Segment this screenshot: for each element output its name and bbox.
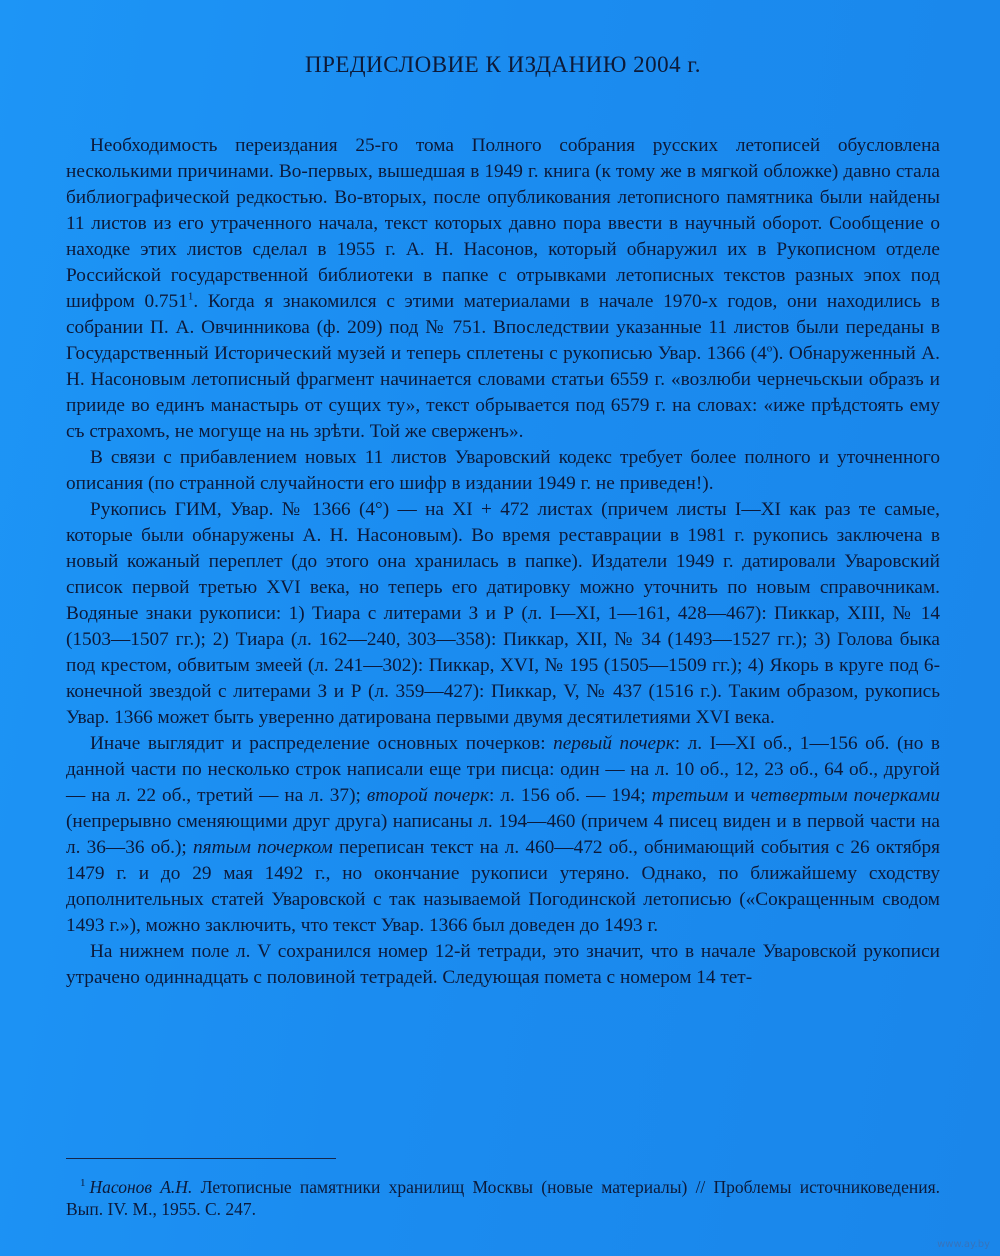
text-run: ). Обнаруженный А. Н. Насоновым летописный фрагмент начинается словами статьи 6559 г. «возлюби чернечьскыи образъ и прииде во единъ манастырь от сущих ту», текст обрывается под 6579 г. на словах: «иже прѣдстоять ему съ страхомъ, не могуще на нь зрѣти. Той же сверженъ». (66, 343, 940, 442)
italic-text: первый почерк (553, 733, 675, 754)
italic-text: второй почерк (366, 785, 489, 806)
footnote-text: Летописные памятники хранилищ Москвы (новые материалы) // Проблемы источниковедения. Вып. IV. М., 1955. С. 247. (66, 1176, 940, 1219)
italic-text: пятым почерком (192, 837, 333, 858)
footnote-divider (66, 1158, 336, 1159)
footnote-marker: 1 (80, 1177, 86, 1189)
footnote (66, 1172, 940, 1220)
text-run: На нижнем поле л. V сохранился номер 12-й тетради, это значит, что в начале Уваровской рукописи утрачено одиннадцать с половиной тетрадей. Следующая помета с номером 14 тет- (66, 941, 940, 988)
text-run: : л. 156 об. — 194; (488, 785, 652, 806)
watermark: www.ay.by (937, 1239, 990, 1250)
text-run: : л. I—XI об., 1—156 об. (но в данной части по несколько строк написали еще три писца: один — на л. 10 об., 12, 23 об., 64 об., другой — на л. 22 об., третий — на л. 37); (66, 733, 940, 806)
page-title: ПРЕДИСЛОВИЕ К ИЗДАНИЮ 2004 г. (304, 52, 702, 77)
text-run: переписан текст на л. 460—472 об., обнимающий события с 26 октября 1479 г. и до 29 мая 1492 г., но окончание рукописи утеряно. Однако, по ближайшему сходству дополнительных статей Уваровской с так называемой Погодинской летописью («Сокращенным сводом 1493 г.»), можно заключить, что текст Увар. 1366 был доведен до 1493 г. (66, 837, 941, 936)
paragraph (66, 939, 940, 991)
text-run: и (728, 785, 751, 806)
paragraph (66, 445, 940, 497)
text-run: Рукопись ГИМ, Увар. № 1366 (4°) — на XI + 472 листах (причем листы I—XI как раз те самые, которые были обнаружены А. Н. Насоновым). Во время реставрации в 1981 г. рукопись заключена в новый кожаный переплет (до этого она хранилась в папке). Издатели 1949 г. датировали Уваровский список первой третью XVI века, но теперь его датировку можно уточнить по новым справочникам. Водяные знаки рукописи: 1) Тиара с литерами З и Р (л. I—XI, 1—161, 428—467): Пиккар, XIII, № 14 (1503—1507 гг.); 2) Тиара (л. 162—240, 303—358): Пиккар, XII, № 34 (1493—1527 гг.); 3) Голова быка под крестом, обвитым змеей (л. 241—302): Пиккар, XVI, № 195 (1505—1509 гг.); 4) Якорь в круге под 6-конечной звездой с литерами З и Р (л. 359—427): Пиккар, V, № 437 (1516 г.). Таким образом, рукопись Увар. 1366 может быть уверенно датирована первыми двумя десятилетиями XVI века. (66, 499, 940, 728)
paragraph (66, 731, 940, 939)
italic-text: третьим (651, 785, 729, 806)
text-run: (непрерывно сменяющими друг друга) написаны л. 194—460 (причем 4 писец виден и в первой части на л. 36—36 об.); (66, 811, 940, 858)
paragraph (66, 497, 940, 731)
text-run: . Когда я знакомился с этими материалами в начале 1970-х годов, они находились в собрании П. А. Овчинникова (ф. 209) под № 751. Впоследствии указанные 11 листов были переданы в Государственный Исторический музей и теперь сплетены с рукописью Увар. 1366 (4 (66, 291, 940, 364)
body-text (66, 133, 940, 991)
superscript: 1 (187, 290, 194, 303)
text-run: Иначе выглядит и распределение основных почерков: (90, 733, 554, 754)
text-run: Необходимость переиздания 25-го тома Полного собрания русских летописей обусловлена несколькими причинами. Во-первых, вышедшая в 1949 г. книга (к тому же в мягкой обложке) давно стала библиографической редкостью. Во-вторых, после опубликования летописного памятника были найдены 11 листов из его утраченного начала, текст которых давно пора ввести в научный оборот. Сообщение о находке этих листов сделал в 1955 г. А. Н. Насонов, который обнаружил их в Рукописном отделе Российской государственной библиотеки в папке с отрывками летописных текстов разных эпох под шифром 0.751 (66, 135, 940, 312)
paragraph (66, 133, 940, 445)
footnote-author: Насонов А.Н. (89, 1176, 193, 1197)
italic-text: четвертым почерками (750, 785, 940, 806)
text-run: В связи с прибавлением новых 11 листов Уваровский кодекс требует более полного и уточненного описания (по странной случайности его шифр в издании 1949 г. не приведен!). (66, 447, 940, 494)
superscript: о (766, 342, 773, 355)
book-page (66, 0, 940, 1256)
